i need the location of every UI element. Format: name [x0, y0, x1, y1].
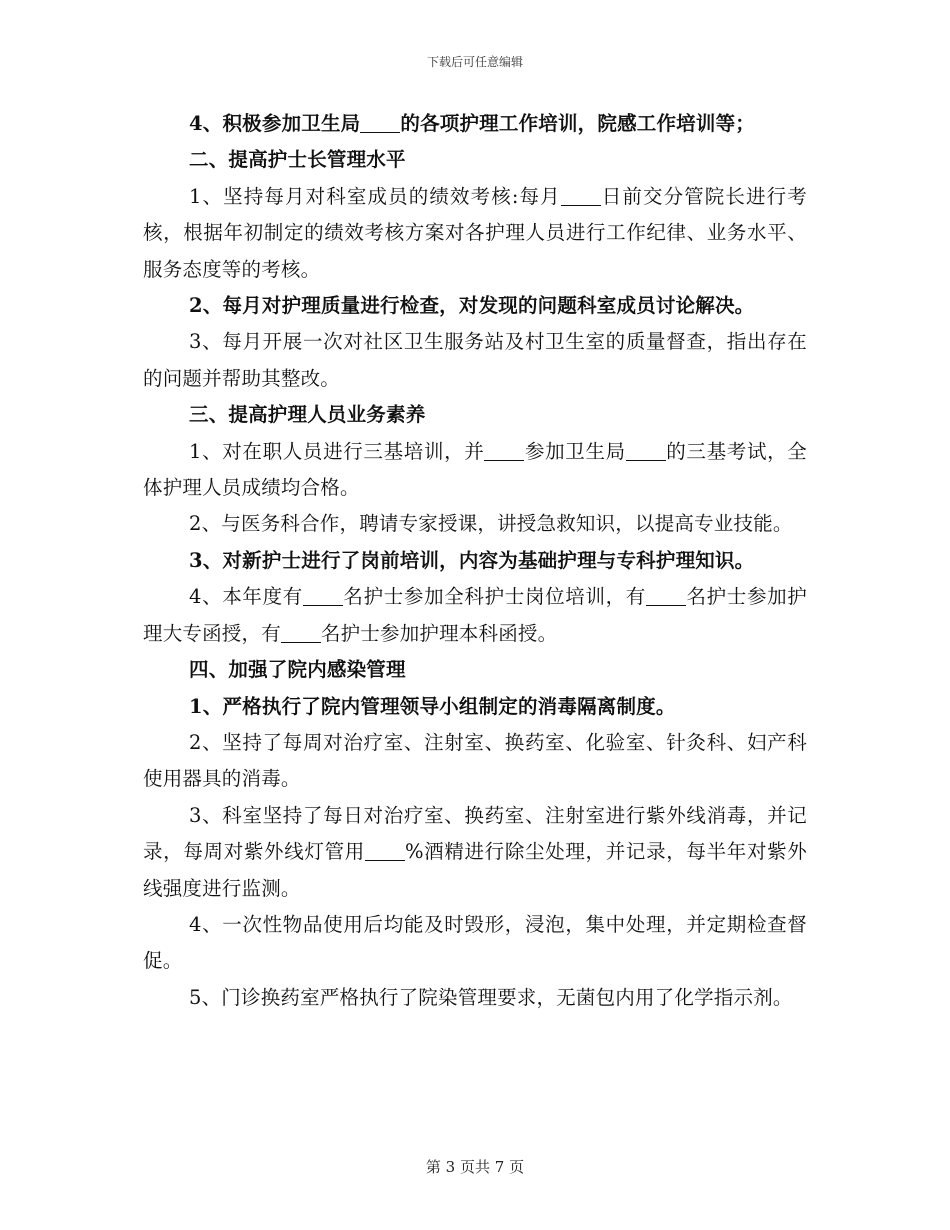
fill-in-blank: [303, 586, 343, 607]
document-body: [143, 106, 807, 1016]
paragraph: 2、与医务科合作，聘请专家授课，讲授急救知识，以提高专业技能。: [189, 512, 793, 536]
section-heading: 四、加强了院内感染管理: [189, 658, 406, 682]
paragraph: 1、坚持每月对科室成员的绩效考核:每月 日前交分管院长进行考核，根据年初制定的绩效考核方案对各护理人员进行工作纪律、业务水平、服务态度等的考核。: [143, 184, 807, 281]
paragraph: 2、每月对护理质量进行检查，对发现的问题科室成员讨论解决。: [189, 294, 755, 318]
paragraph: 3、每月开展一次对社区卫生服务站及村卫生室的质量督查，指出存在的问题并帮助其整改。: [143, 330, 807, 390]
page-number: 第 3 页共 7 页: [425, 1158, 525, 1176]
paragraph: 1、对在职人员进行三基培训，并 参加卫生局 的三基考试，全体护理人员成绩均合格。: [143, 439, 807, 500]
paragraph: 3、对新护士进行了岗前培训，内容为基础护理与专科护理知识。: [189, 548, 755, 572]
fill-in-blank: [646, 586, 686, 607]
paragraph: 3、科室坚持了每日对治疗室、换药室、注射室进行紫外线消毒，并记录，每周对紫外线灯管用 %酒精进行除尘处理，并记录，每半年对紫外线强度进行监测。: [143, 803, 808, 900]
paragraph: 2、坚持了每周对治疗室、注射室、换药室、化验室、针灸科、妇产科使用器具的消毒。: [143, 730, 807, 791]
fill-in-blank: [281, 622, 321, 643]
fill-in-blank: [561, 185, 601, 206]
fill-in-blank: [484, 440, 524, 461]
fill-in-blank: [360, 113, 400, 134]
paragraph: 5、门诊换药室严格执行了院染管理要求，无菌包内用了化学指示剂。: [189, 985, 793, 1009]
paragraph: 4、本年度有 名护士参加全科护士岗位培训，有 名护士参加护理大专函授，有 名护士参加护理本科函授。: [143, 585, 807, 645]
paragraph: 1、严格执行了院内管理领导小组制定的消毒隔离制度。: [189, 694, 676, 718]
page-header-note: 下载后可任意编辑: [426, 55, 523, 69]
fill-in-blank: [626, 440, 666, 461]
paragraph: 4、积极参加卫生局 的各项护理工作培训，院感工作培训等；: [189, 112, 755, 135]
fill-in-blank: [365, 841, 405, 862]
paragraph: 4、一次性物品使用后均能及时毁形，浸泡，集中处理，并定期检查督促。: [143, 912, 807, 973]
section-heading: 二、提高护士长管理水平: [189, 148, 406, 172]
section-heading: 三、提高护理人员业务素养: [189, 403, 426, 427]
